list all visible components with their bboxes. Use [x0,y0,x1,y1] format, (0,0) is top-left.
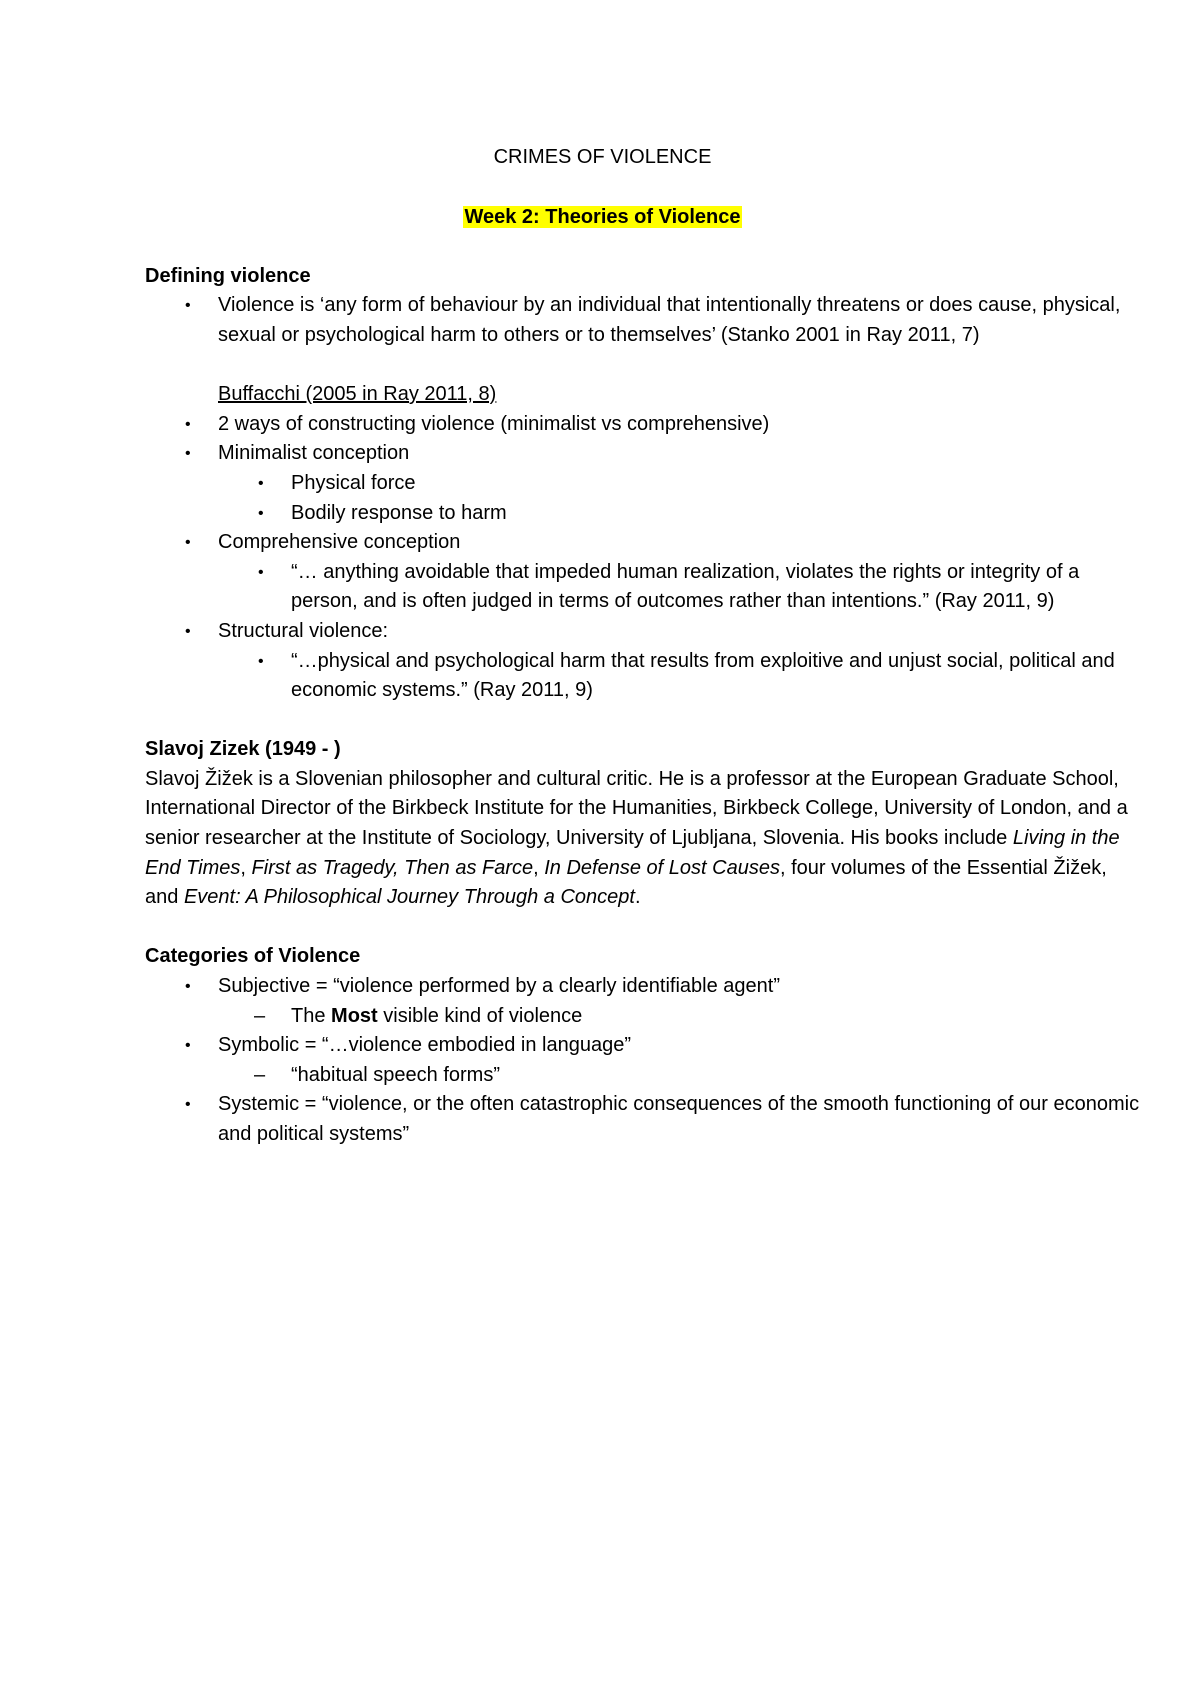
document-title: CRIMES OF VIOLENCE [493,146,712,168]
separator: , [533,856,545,879]
minimalist-label: Minimalist conception [218,442,410,465]
list-item-physical-force: • Physical force [218,469,1140,499]
section-zizek [145,735,1140,913]
list-item-ways: • 2 ways of constructing violence (minimalist vs comprehensive) [145,410,1140,440]
definition-list [145,291,1140,350]
buffacchi-list [145,410,1140,706]
list-item-subjective [145,972,1140,1031]
list-item-comprehensive-quote: • “… anything avoidable that impeded human realization, violates the rights or integrity of a person, and is often judged in terms of outcomes rather than intentions.” (Ray 2011, 9) [218,558,1140,617]
book-title: Living in the End Times [145,827,1120,879]
spacer [145,706,1140,736]
highlighted-subtitle: Week 2: Theories of Violence [464,205,741,228]
list-item-systemic: • Systemic = “violence, or the often catastrophic consequences of the smooth functioning of our economic and political systems” [145,1090,1140,1149]
book-title: First as Tragedy, Then as Farce [251,856,534,879]
period: . [634,886,641,909]
categories-heading: Categories of Violence [145,945,361,968]
list-item-structural-quote: • “…physical and psychological harm that results from exploitive and unjust social, political and economic systems.” (Ray 2011, 9) [218,647,1140,706]
defining-violence-heading: Defining violence [145,264,311,287]
subjective-text: Subjective = “violence performed by a clearly identifiable agent” [218,975,780,998]
minimalist-sublist [218,469,1140,528]
comprehensive-sublist [218,558,1140,617]
structural-sublist [218,647,1140,706]
list-item-minimalist [145,439,1140,528]
note-text: The [291,1004,332,1027]
zizek-bio-text: , four volumes of the Essential Žižek, and [145,856,1107,909]
list-item-structural [145,617,1140,706]
symbolic-sublist [218,1061,1140,1091]
list-item-comprehensive [145,528,1140,617]
zizek-heading: Slavoj Zizek (1949 - ) [145,738,341,761]
note-text: visible kind of violence [377,1004,583,1027]
list-item-subjective-note [218,1002,1140,1032]
book-title: In Defense of Lost Causes [544,856,780,879]
list-item-symbolic-note: – “habitual speech forms” [218,1061,1140,1091]
note-emphasis: Most [331,1004,378,1027]
spacer [145,913,1140,943]
section-defining-violence [145,262,1140,706]
book-title: Event: A Philosophical Journey Through a Concept [183,886,635,909]
symbolic-text: Symbolic = “…violence embodied in language” [218,1034,632,1057]
list-item-bodily-response: • Bodily response to harm [218,499,1140,529]
comprehensive-label: Comprehensive conception [218,531,461,554]
document-subtitle [145,203,1060,233]
separator: , [240,856,252,879]
list-item-symbolic [145,1031,1140,1090]
zizek-bio-text: Slavoj Žižek is a Slovenian philosopher and cultural critic. He is a professor at the European Graduate School, International Director of the Birkbeck Institute for the Humanities, Birkbeck College, University of London, and a senior researcher at the Institute of Sociology, University of Ljubljana, Slovenia. His books include [145,767,1128,850]
buffacchi-reference-text: Buffacchi (2005 in Ray 2011, 8) [218,383,497,406]
buffacchi-reference [145,380,1140,410]
definition-item: • Violence is ‘any form of behaviour by an individual that intentionally threatens or does cause, physical, sexual or psychological harm to others or to themselves’ (Stanko 2001 in Ray 2011, 7) [145,291,1140,350]
subjective-sublist [218,1002,1140,1032]
spacer [145,351,1140,381]
categories-list [145,972,1140,1150]
section-categories [145,942,1140,1149]
spacer [145,232,1140,262]
structural-label: Structural violence: [218,619,389,642]
zizek-bio-paragraph [145,765,1140,913]
